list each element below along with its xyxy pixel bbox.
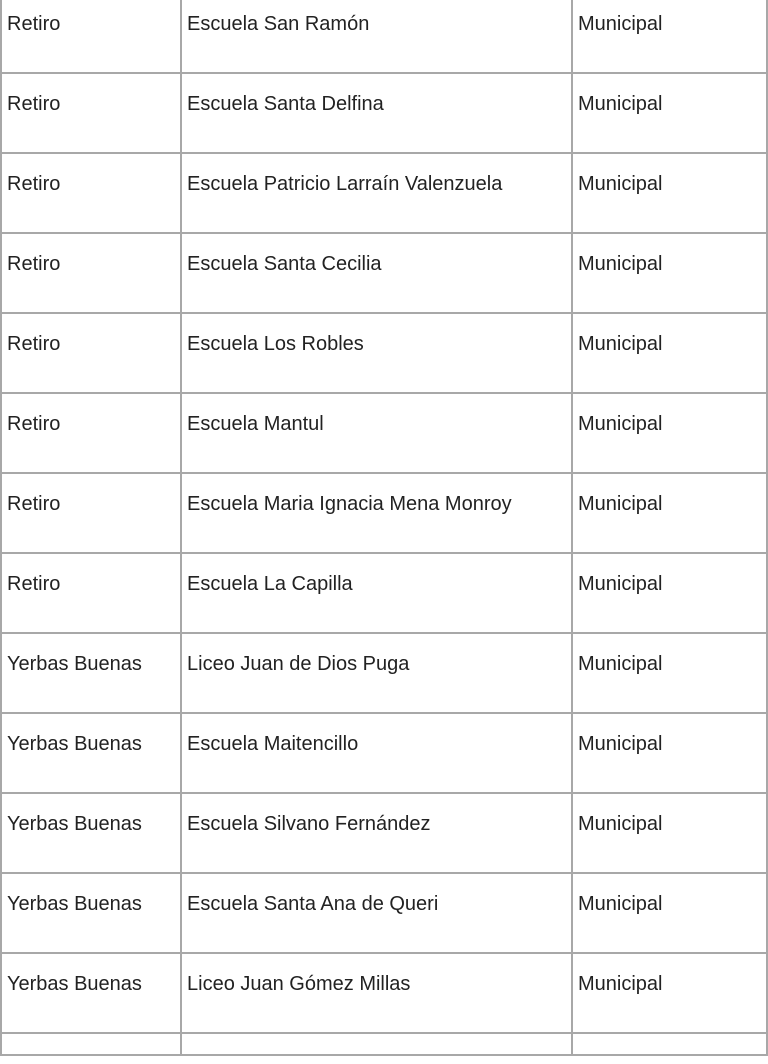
dependency-cell	[572, 873, 767, 953]
commune-cell-text: Retiro	[7, 333, 61, 355]
table-row	[1, 473, 767, 553]
school-name-cell	[181, 793, 572, 873]
dependency-cell-text: Municipal	[578, 173, 663, 195]
school-name-cell	[181, 233, 572, 313]
school-name-cell-text: Escuela Santa Ana de Queri	[187, 893, 439, 915]
commune-cell-text: Yerbas Buenas	[7, 893, 142, 915]
table-row	[1, 0, 767, 73]
commune-cell-text: Yerbas Buenas	[7, 653, 142, 675]
commune-cell-text: Retiro	[7, 93, 61, 115]
commune-cell	[1, 233, 181, 313]
dependency-cell-text: Municipal	[578, 13, 663, 35]
table-row-partial	[1, 1033, 767, 1055]
school-name-cell	[181, 393, 572, 473]
dependency-cell-text: Municipal	[578, 493, 663, 515]
school-name-cell	[181, 713, 572, 793]
school-name-cell	[181, 553, 572, 633]
school-name-cell-text: Liceo Juan de Dios Puga	[187, 653, 410, 675]
table-row	[1, 793, 767, 873]
table-row	[1, 393, 767, 473]
dependency-cell	[572, 553, 767, 633]
commune-cell	[1, 793, 181, 873]
school-name-cell	[181, 0, 572, 73]
dependency-cell-text: Municipal	[578, 973, 663, 995]
dependency-cell	[572, 153, 767, 233]
commune-cell-text: Yerbas Buenas	[7, 973, 142, 995]
school-name-cell-text: Escuela Santa Cecilia	[187, 253, 382, 275]
dependency-cell-text: Municipal	[578, 413, 663, 435]
school-name-cell	[181, 473, 572, 553]
dependency-cell	[572, 313, 767, 393]
table-row	[1, 73, 767, 153]
table-row	[1, 713, 767, 793]
school-name-cell-text: Escuela Los Robles	[187, 333, 364, 355]
commune-cell-text: Retiro	[7, 173, 61, 195]
dependency-cell-text: Municipal	[578, 253, 663, 275]
dependency-cell-text: Municipal	[578, 333, 663, 355]
dependency-cell	[572, 953, 767, 1033]
commune-cell	[1, 313, 181, 393]
dependency-cell-text: Municipal	[578, 653, 663, 675]
commune-cell	[1, 153, 181, 233]
commune-cell	[1, 873, 181, 953]
commune-cell-text: Retiro	[7, 493, 61, 515]
commune-cell-text: Retiro	[7, 253, 61, 275]
school-name-cell-text: Escuela La Capilla	[187, 573, 353, 595]
table-row	[1, 953, 767, 1033]
dependency-cell-text: Municipal	[578, 93, 663, 115]
table-row	[1, 313, 767, 393]
commune-cell-text: Yerbas Buenas	[7, 733, 142, 755]
school-name-cell-text: Escuela San Ramón	[187, 13, 370, 35]
school-name-cell	[181, 953, 572, 1033]
commune-cell	[1, 473, 181, 553]
school-name-cell	[181, 873, 572, 953]
school-name-cell-text: Escuela Maria Ignacia Mena Monroy	[187, 493, 512, 515]
dependency-cell-text: Municipal	[578, 893, 663, 915]
dependency-cell	[572, 473, 767, 553]
commune-cell-text: Retiro	[7, 13, 61, 35]
table-cell-partial	[181, 1033, 572, 1055]
school-name-cell	[181, 153, 572, 233]
dependency-cell	[572, 73, 767, 153]
commune-cell-text: Retiro	[7, 413, 61, 435]
table-row	[1, 553, 767, 633]
school-name-cell	[181, 73, 572, 153]
school-name-cell-text: Escuela Mantul	[187, 413, 324, 435]
dependency-cell	[572, 0, 767, 73]
commune-cell	[1, 553, 181, 633]
commune-cell	[1, 953, 181, 1033]
school-name-cell	[181, 313, 572, 393]
commune-cell	[1, 393, 181, 473]
table-cell-partial	[572, 1033, 767, 1055]
school-name-cell-text: Escuela Maitencillo	[187, 733, 359, 755]
schools-table-body	[1, 0, 767, 1055]
school-name-cell-text: Escuela Patricio Larraín Valenzuela	[187, 173, 503, 195]
dependency-cell	[572, 793, 767, 873]
dependency-cell	[572, 713, 767, 793]
dependency-cell-text: Municipal	[578, 813, 663, 835]
table-cell-partial	[1, 1033, 181, 1055]
school-name-cell-text: Escuela Silvano Fernández	[187, 813, 431, 835]
table-row	[1, 233, 767, 313]
commune-cell	[1, 0, 181, 73]
dependency-cell	[572, 393, 767, 473]
table-row	[1, 633, 767, 713]
dependency-cell	[572, 633, 767, 713]
commune-cell	[1, 73, 181, 153]
table-row	[1, 873, 767, 953]
dependency-cell-text: Municipal	[578, 733, 663, 755]
dependency-cell-text: Municipal	[578, 573, 663, 595]
commune-cell	[1, 633, 181, 713]
school-name-cell	[181, 633, 572, 713]
commune-cell-text: Retiro	[7, 573, 61, 595]
school-name-cell-text: Liceo Juan Gómez Millas	[187, 973, 411, 995]
commune-cell	[1, 713, 181, 793]
school-name-cell-text: Escuela Santa Delfina	[187, 93, 384, 115]
dependency-cell	[572, 233, 767, 313]
table-row	[1, 153, 767, 233]
commune-cell-text: Yerbas Buenas	[7, 813, 142, 835]
